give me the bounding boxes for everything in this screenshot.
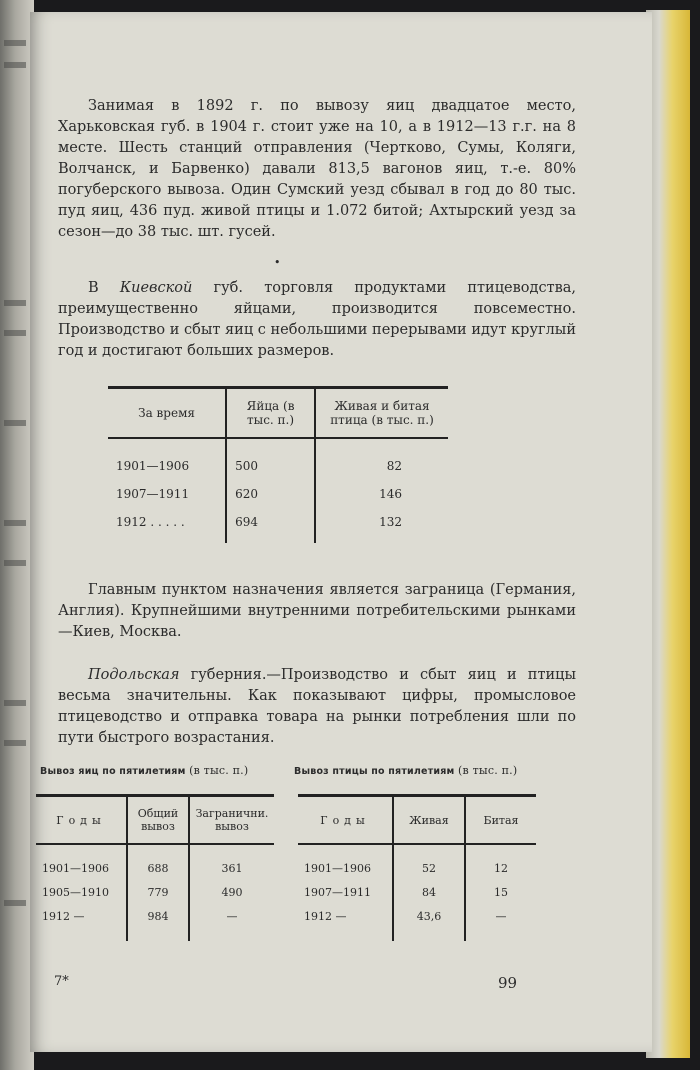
table-cell: 1901—1906 xyxy=(42,861,109,875)
paragraph-kharkov: Занимая в 1892 г. по вывозу яиц двадцатое место, Харьковская губ. в 1904 г. стоит уже на 10, а в 1912—13 г.г. на 8 месте. Шесть станций отправления (Чертково, Сумы, Коляги, Волчанск, и Барвенко) давали 813,5 вагонов яиц, т.-е. 80% погуберского вывоза. Один Сумский уезд сбывал в год до 80 тыс. пуд яиц, 436 пуд. живой птицы и 1.072 битой; Ахтырский уезд за сезон—до 38 тыс. шт. гусей. xyxy=(58,98,576,240)
egg-export-caption: Вывоз яиц по пятилетиям (в тыс. п.) xyxy=(40,764,249,777)
table-cell: 1907—1911 xyxy=(304,885,371,899)
page-number: 99 xyxy=(498,974,518,992)
table-cell: — xyxy=(189,904,274,941)
table-cell: 132 xyxy=(315,508,448,543)
egg-export-table xyxy=(36,794,274,941)
table-cell: 500 xyxy=(226,438,315,480)
table-cell: 779 xyxy=(127,880,189,904)
table-header-row xyxy=(298,796,536,845)
book-page-edges xyxy=(646,10,690,1058)
table-row xyxy=(298,880,536,904)
paragraph-destinations: Главным пунктом назначения является заграница (Германия, Англия). Крупнейшими внутренними потребительскими рынками—Киев, Москва. xyxy=(58,582,576,640)
table-row xyxy=(108,438,448,480)
column-header: Общий вывоз xyxy=(127,796,189,845)
province-name-podolsk: Подольская xyxy=(88,667,180,683)
previous-page-edge xyxy=(0,0,34,1070)
kiev-export-table xyxy=(108,386,448,543)
book-page xyxy=(30,12,652,1052)
table-cell: 52 xyxy=(393,844,465,880)
table-cell: 1901—1906 xyxy=(116,459,190,473)
table-cell: 984 xyxy=(127,904,189,941)
table-cell: 12 xyxy=(465,844,536,880)
table-cell: 1905—1910 xyxy=(42,885,109,899)
paragraph-podolsk: Подольская губерния.—Производство и сбыт яиц и птицы весьма значительны. Как показывают цифры, промысловое птицеводство и отправка товара на рынки потребления шли по пути быстрого возрастания. xyxy=(58,667,576,746)
column-header: Живая и битая птица (в тыс. п.) xyxy=(315,388,448,439)
table-header-row xyxy=(36,796,274,845)
table-row xyxy=(108,480,448,508)
table-cell: 1901—1906 xyxy=(304,861,371,875)
printer-signature-mark: 7* xyxy=(54,974,69,989)
table-cell: 82 xyxy=(315,438,448,480)
table-cell: 15 xyxy=(465,880,536,904)
table-cell: 694 xyxy=(226,508,315,543)
table-cell: 146 xyxy=(315,480,448,508)
table-row xyxy=(36,880,274,904)
table-cell: 490 xyxy=(189,880,274,904)
table-cell: 1912 . . . . . xyxy=(116,515,185,529)
column-header: За время xyxy=(138,406,195,420)
table-cell: — xyxy=(465,904,536,941)
table-row xyxy=(298,904,536,941)
column-header: Битая xyxy=(465,796,536,845)
column-header: Загранични. вывоз xyxy=(189,796,274,845)
column-header: Годы xyxy=(320,813,370,827)
table-row xyxy=(36,844,274,880)
column-header: Яйца (в тыс. п.) xyxy=(226,388,315,439)
table-cell: 688 xyxy=(127,844,189,880)
table-row xyxy=(108,508,448,543)
table-cell: 1907—1911 xyxy=(116,487,190,501)
table-row xyxy=(298,844,536,880)
table-header-row xyxy=(108,388,448,439)
table-cell: 84 xyxy=(393,880,465,904)
section-separator: • xyxy=(274,256,281,269)
table-cell: 361 xyxy=(189,844,274,880)
poultry-export-caption: Вывоз птицы по пятилетиям (в тыс. п.) xyxy=(294,764,518,777)
table-cell: 43,6 xyxy=(393,904,465,941)
column-header: Годы xyxy=(56,813,106,827)
column-header: Живая xyxy=(393,796,465,845)
province-name-kiev: Киевской xyxy=(119,280,193,296)
table-cell: 1912 — xyxy=(42,909,85,923)
paragraph-kiev: В Киевской губ. торговля продуктами птицеводства, преимущественно яйцами, производится повсеместно. Производство и сбыт яиц с небольшими перерывами идут круглый год и достигают больших размеров. xyxy=(58,280,577,359)
table-cell: 620 xyxy=(226,480,315,508)
poultry-export-table xyxy=(298,794,536,941)
table-cell: 1912 — xyxy=(304,909,347,923)
table-row xyxy=(36,904,274,941)
